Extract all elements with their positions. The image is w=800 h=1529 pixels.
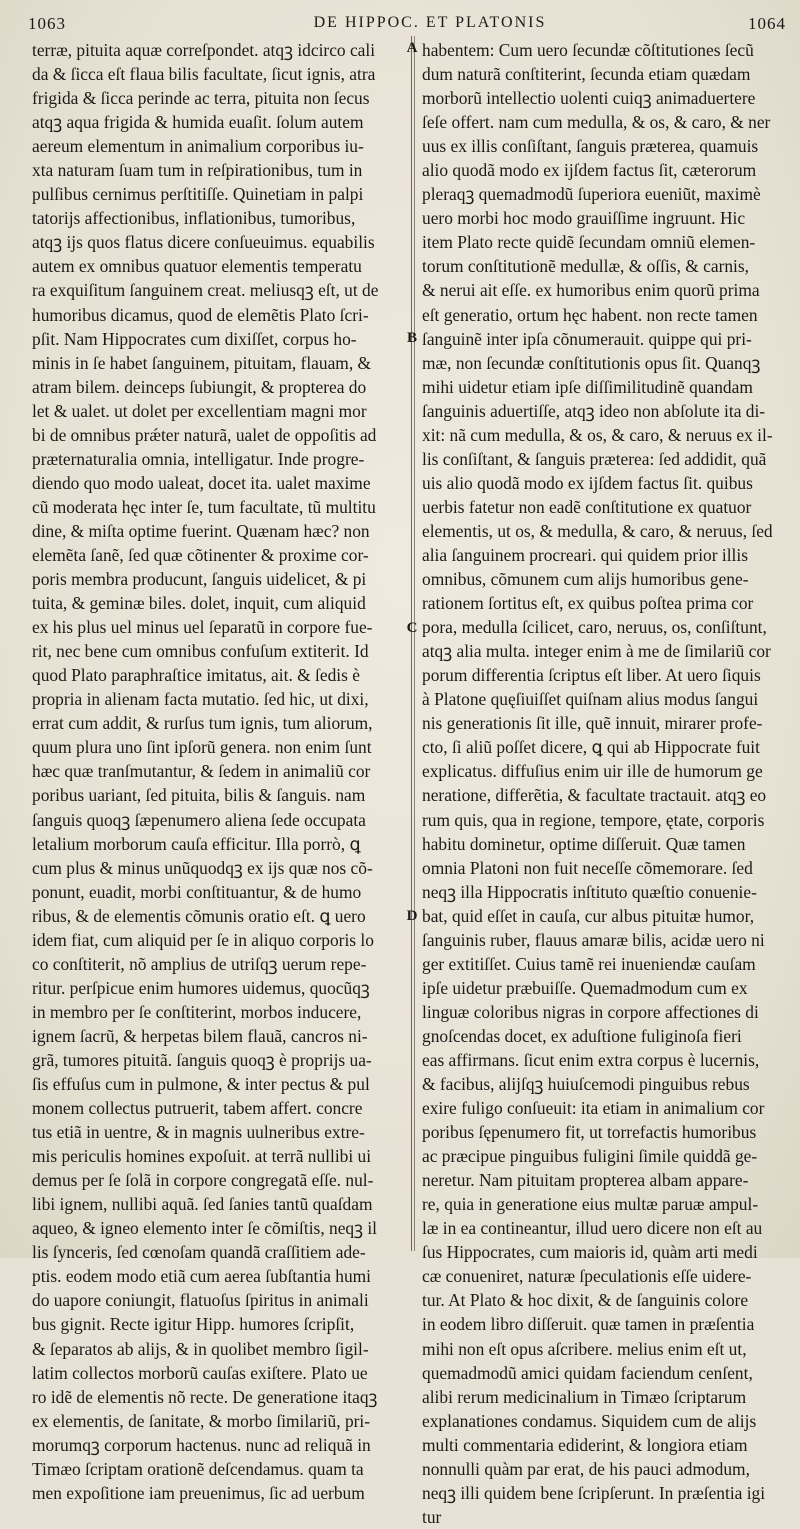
text-line: ritur. perſpicue enim humores uidemus, quocũqꝫ — [32, 977, 370, 998]
text-line: nonnulli quàm par erat, de his pauci admodum, — [422, 1458, 750, 1479]
text-line: aereum elementum in animalium corporibus iu- — [32, 136, 364, 157]
text-line: alibi rerum medicinalium in Timæo ſcriptarum — [422, 1386, 747, 1407]
text-line: quod Plato paraphraſtice imitatus, ait. & ſedis è — [32, 665, 360, 686]
text-line: re, quia in generatione eius multæ paruæ ampul- — [422, 1194, 759, 1215]
margin-marker-b: B — [406, 330, 417, 346]
text-line: eas affirmans. ſicut enim extra corpus è lucernis, — [422, 1049, 760, 1070]
text-line: bat, quid eſſet in cauſa, cur albus pituitæ humor, — [422, 905, 755, 926]
text-line: let & ualet. ut dolet per excellentiam magni mor — [32, 400, 367, 421]
text-line: rationem ſortitus eſt, ex quibus poſtea prima cor — [422, 593, 754, 614]
column-divider-rule — [411, 36, 412, 1251]
text-line: frigida & ſicca perinde ac terra, pituita non ſecus — [32, 88, 370, 109]
text-line: à Platone quęſiuiſſet quiſnam alius modus ſangui — [422, 689, 759, 710]
text-line: ſanguinis ruber, flauus amaræ bilis, acidæ uero ni — [422, 929, 765, 950]
text-line: neratione, differẽtia, & facultate tractauit. atqꝫ eo — [422, 785, 767, 806]
text-line: cum plus & minus unũquodqꝫ ex ijs quæ nos cõ- — [32, 857, 373, 878]
text-line: habentem: Cum uero ſecundæ cõſtitutiones ſecũ — [422, 40, 754, 60]
text-line: monem collectus putruerit, tabem affert. concre — [32, 1098, 363, 1119]
text-line: bi de omnibus prǽter naturã, ualet de oppoſitis ad — [32, 424, 377, 445]
text-line: ſus Hippocrates, cum maioris id, quàm arti medi — [422, 1242, 758, 1263]
text-line: tus etiã in uentre, & in magnis uulneribus extre- — [32, 1122, 365, 1143]
text-line: ſis effuſus cum in pulmone, & inter pectus & pul — [32, 1074, 370, 1095]
text-line: minis in ſe habet ſanguinem, pituitam, flauam, & — [32, 352, 372, 373]
text-line: alio quodã modo ex ijſdem factus ſit, cæterorum — [422, 160, 757, 181]
text-line: præternaturalia omnia, intelligatur. Inde progre- — [32, 448, 365, 469]
text-line: lis ſynceris, ſed cœnoſam quandã craſſitiem ade- — [32, 1242, 366, 1263]
text-line: ribus, & de elementis cõmunis oratio eſt. ꝗ uero — [32, 905, 366, 926]
text-line: omnia Platoni non fuit neceſſe cõmemorare. ſed — [422, 857, 753, 878]
text-line: nis generationis ſit ille, quẽ innuit, mirarer profe- — [422, 713, 763, 734]
text-line: tuita, & geminæ biles. dolet, inquit, cum aliquid — [32, 593, 366, 614]
text-line: aqueo, & igneo elemento inter ſe cõmiſtis, neqꝫ il — [32, 1218, 378, 1239]
text-line: torum conſtitutionẽ medullæ, & oſſis, & carnis, — [422, 256, 750, 277]
text-line: linguæ coloribus nigras in corpore affectiones di — [422, 1001, 759, 1022]
text-line: ignem ſacrũ, & herpetas bilem flauã, cancros ni- — [32, 1025, 368, 1046]
text-line: atqꝫ aqua frigida & humida euaſit. ſolum autem — [32, 112, 364, 133]
text-line: dum naturã conſtiterint, ſecunda etiam quædam — [422, 64, 751, 85]
text-line: uis alio quodã modo ex ijſdem factus ſit. quibus — [422, 472, 753, 493]
text-line: alia ſanguinem procreari. qui quidem prior illis — [422, 544, 748, 565]
text-line: pleraqꝫ quemadmodũ ſuperiora eueniũt, maximè — [422, 184, 761, 205]
text-line: ex his plus uel minus uel ſeparatũ in corpore fue- — [32, 617, 373, 638]
text-line: atram bilem. deinceps ſubiungit, & propterea do — [32, 376, 367, 397]
text-line: neqꝫ illi quidem bene ſcripſerunt. In præſentia igi — [422, 1482, 766, 1503]
text-line: uerbis fatetur non eadẽ conſtitutione ex quatuor — [422, 496, 752, 517]
text-line: tur. At Plato & hoc dixit, & de ſanguinis colore — [422, 1290, 749, 1311]
text-line: quemadmodũ amici quidam faciendum cenſent, — [422, 1362, 753, 1383]
text-line: exire fuligo conſueuit: ita etiam in animalium cor — [422, 1098, 765, 1119]
text-line: neretur. Nam pituitam propterea albam appare- — [422, 1170, 749, 1191]
text-line: atqꝫ ijs quos flatus dicere conſueuimus. equabilis — [32, 232, 375, 253]
text-line: ipſe uidetur præbuiſſe. Quemadmodum cum ex — [422, 977, 748, 998]
text-line: rum quis, qua in regione, tempore, ętate, corporis — [422, 809, 765, 830]
text-line: cũ moderata hęc inter ſe, tum facultate, tũ multitu — [32, 496, 376, 517]
text-line: habitu dominetur, optime diſſeruit. Quæ tamen — [422, 833, 746, 854]
text-line: atqꝫ alia multa. integer enim à me de ſimilariũ cor — [422, 641, 771, 662]
text-line: libi ignem, nullibi aquã. ſed ſanies tantũ quaſdam — [32, 1194, 373, 1215]
text-line: propria in alienam facta mutatio. ſed hic, ut dixi, — [32, 689, 369, 710]
text-line: quum plura uno ſint ipſorũ genera. non enim ſunt — [32, 737, 372, 758]
text-line: mæ, non ſecundæ conſtitutionis opus ſit. Quanqꝫ — [422, 352, 761, 373]
left-text-column — [32, 38, 400, 1505]
text-line: & ſeparatos ab alijs, & in quolibet membro ſigil- — [32, 1338, 369, 1359]
text-line: co conſtiterit, nõ amplius de utriſqꝫ uerum repe- — [32, 953, 367, 974]
text-line: eſt generatio, ortum hęc habent. non recte tamen — [422, 304, 758, 325]
text-line: porum differentia ſcriptus eſt liber. At uero ſiquis — [422, 665, 761, 686]
text-line: in membro per ſe conſtiterint, morbos inducere, — [32, 1001, 362, 1022]
text-line: poribus ſępenumero fit, ut torrefactis humoribus — [422, 1122, 757, 1143]
text-line: neqꝫ illa Hippocratis inſtituto quæſtio conuenie- — [422, 881, 757, 902]
text-line: men expoſitione iam preuenimus, ſic ad uerbum — [32, 1482, 365, 1503]
text-line: grã, tumores pituitã. ſanguis quoqꝫ è proprijs ua- — [32, 1049, 372, 1070]
text-line: gnoſcendas docet, ex aduſtione fuliginoſa fieri — [422, 1025, 742, 1046]
text-line: ro idẽ de elementis nõ recte. De generatione itaqꝫ — [32, 1386, 378, 1407]
running-header — [28, 8, 792, 34]
text-line: mihi uidetur etiam ipſe diſſimilitudinẽ quandam — [422, 376, 753, 397]
text-line: morumqꝫ corporum hactenus. nunc ad reliquã in — [32, 1434, 371, 1455]
text-line: autem ex omnibus quatuor elementis temperatu — [32, 256, 362, 277]
text-line: letalium morborum cauſa efficitur. Illa porrò, ꝗ — [32, 833, 361, 854]
text-line: pſit. Nam Hippocrates cum dixiſſet, corpus ho- — [32, 328, 357, 349]
text-line: elemẽta ſanẽ, ſed quæ cõtinenter & proxime cor- — [32, 544, 369, 565]
text-line: poribus uariant, ſed pituita, bilis & ſanguis. nam — [32, 785, 366, 806]
text-line: explicatus. diffuſius enim uir ille de humorum ge — [422, 761, 763, 782]
text-line: tur — [422, 1506, 442, 1527]
text-line: explanationes condamus. Siquidem cum de alijs — [422, 1410, 757, 1431]
text-line: bus gignit. Recte igitur Hipp. humores ſcripſit, — [32, 1314, 355, 1335]
text-line: mis periculis homines expoſuit. at terrã nullibi ui — [32, 1146, 372, 1167]
text-line: & nerui ait eſſe. ex humoribus enim quorũ prima — [422, 280, 760, 301]
text-line: multi commentaria ediderint, & longiora etiam — [422, 1434, 748, 1455]
text-line: pulſibus cernimus perſtitiſſe. Quinetiam in palpi — [32, 184, 364, 205]
page-number-right: 1064 — [748, 14, 786, 33]
text-line: do uapore coniungit, flatuoſus ſpiritus in animali — [32, 1290, 369, 1311]
text-line: errat cum addit, & rurſus tum ignis, tum aliorum, — [32, 713, 373, 734]
text-line: humoribus dicamus, quod de elemẽtis Plato ſcri- — [32, 304, 369, 325]
text-line: elementis, ut os, & medulla, & caro, & neruus, ſed — [422, 520, 773, 541]
text-line: terræ, pituita aquæ correſpondet. atqꝫ idcirco cali — [32, 40, 376, 60]
text-line: xta naturam ſuam tum in reſpirationibus, tum in — [32, 160, 363, 181]
running-title: DE HIPPOC. ET PLATONIS — [313, 14, 547, 31]
text-line: demus per ſe ſolã in corpore congregatã eſſe. nul- — [32, 1170, 374, 1191]
text-line: in eodem libro diſſeruit. quæ tamen in præſentia — [422, 1314, 755, 1335]
text-line: ſanguinis aduertiſſe, atqꝫ ideo non abſolute ita di- — [422, 400, 766, 421]
text-line: ex elementis, de ſanitate, & morbo ſimilariũ, pri- — [32, 1410, 371, 1431]
text-line: mihi non eſt opus aſcribere. melius enim eſt ut, — [422, 1338, 747, 1359]
text-line: morborũ intellectio uolenti cuiqꝫ animaduertere — [422, 88, 756, 109]
text-line: da & ſicca eſt flaua bilis facultate, ſicut ignis, atra — [32, 64, 376, 85]
column-divider-rule — [414, 36, 415, 1251]
text-line: Timæo ſcriptam orationẽ deſcendamus. quam ta — [32, 1458, 364, 1479]
text-line: dine, & miſta optime fuerint. Quænam hæc? non — [32, 520, 370, 541]
right-text-column — [422, 38, 782, 1529]
text-line: cto, ſi aliũ poſſet dicere, ꝗ qui ab Hippocrate fuit — [422, 737, 760, 758]
text-line: diendo quo modo ualeat, docet ita. ualet maxime — [32, 472, 371, 493]
text-line: uus ex illis conſiſtant, ſanguis præterea, quamuis — [422, 136, 759, 157]
margin-marker-d: D — [406, 908, 418, 924]
text-line: poris membra producunt, ſanguis uidelicet, & pi — [32, 569, 367, 590]
text-line: rit, nec bene cum omnibus confuſum extiterit. Id — [32, 641, 369, 662]
text-line: lis conſiſtant, & ſanguis præterea: ſed addidit, quã — [422, 448, 767, 469]
text-line: tatorijs affectionibus, inflationibus, tumoribus, — [32, 208, 356, 229]
text-line: pora, medulla ſcilicet, caro, neruus, os, conſiſtunt, — [422, 617, 767, 638]
text-line: uero morbi hoc modo grauiſſime ingruunt. Hic — [422, 208, 746, 229]
text-line: ſanguinẽ inter ipſa cõnumerauit. quippe qui pri- — [422, 328, 752, 349]
text-line: ger extitiſſet. Cuius tamẽ rei inueniendæ cauſam — [422, 953, 756, 974]
text-line: ac præcipue pinguibus fuligini ſimile quiddã ge- — [422, 1146, 758, 1167]
text-line: xit: nã cum medulla, & os, & caro, & neruus ex il- — [422, 424, 773, 445]
text-line: hæc quæ tranſmutantur, & ſedem in animaliũ cor — [32, 761, 371, 782]
text-line: ptis. eodem modo etiã cum aerea ſubſtantia humi — [32, 1266, 372, 1287]
text-line: ra exquiſitum ſanguinem creat. meliusqꝫ eſt, ut de — [32, 280, 379, 301]
text-line: ſeſe offert. nam cum medulla, & os, & caro, & ner — [422, 112, 771, 133]
text-line: ponunt, euadit, morbi conſtituantur, & de humo — [32, 881, 362, 902]
margin-marker-a: A — [406, 40, 418, 56]
text-line: læ in ea contineantur, illud uero dicere non eſt au — [422, 1218, 763, 1239]
text-line: cæ conueniret, naturæ ſpeculationis eſſe uidere- — [422, 1266, 752, 1287]
text-line: item Plato recte quidẽ ſecundam omniũ elemen- — [422, 232, 756, 253]
text-line: idem fiat, cum aliquid per ſe in aliquo corporis lo — [32, 929, 374, 950]
text-line: ſanguis quoqꝫ ſæpenumero aliena ſede occupata — [32, 809, 366, 830]
text-line: latim collectos morborũ cauſas exiſtere. Plato ue — [32, 1362, 368, 1383]
page-number-left: 1063 — [28, 14, 66, 33]
margin-marker-c: C — [406, 620, 418, 636]
text-line: & facibus, alijſqꝫ huiuſcemodi pinguibus rebus — [422, 1074, 750, 1095]
text-line: omnibus, cõmunem cum alijs humoribus gene- — [422, 569, 749, 590]
